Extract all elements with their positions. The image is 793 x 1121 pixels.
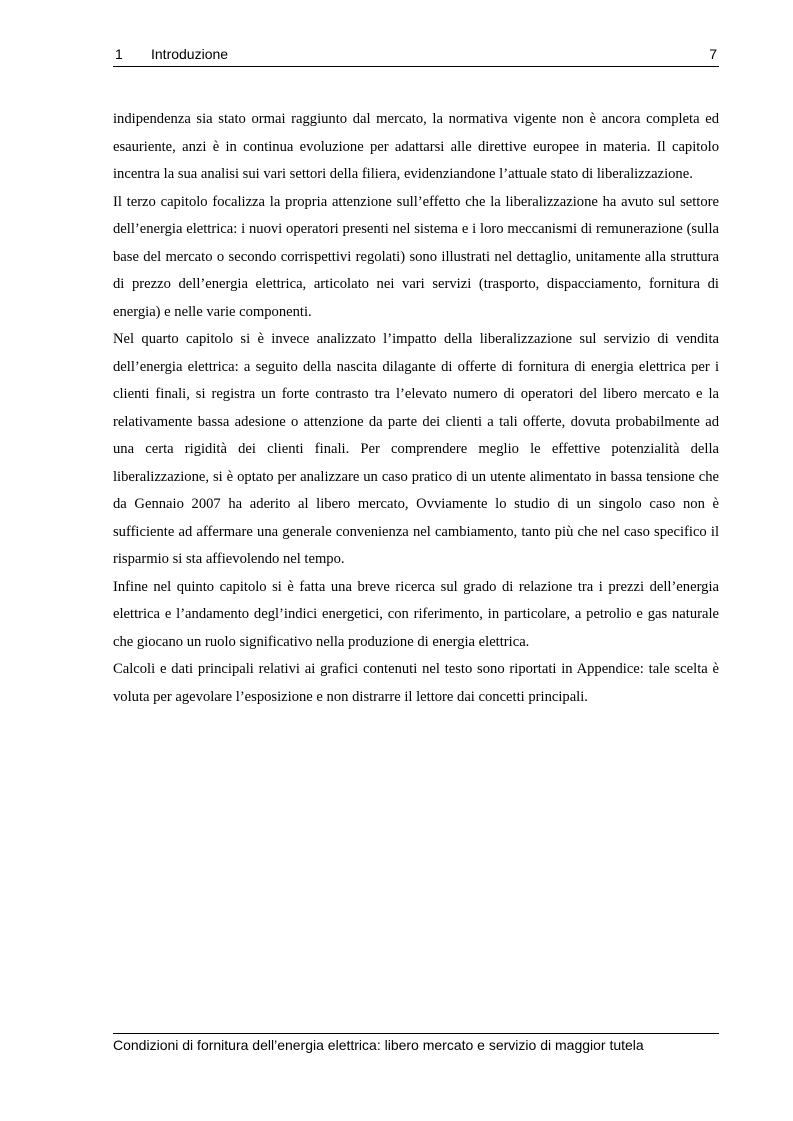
paragraph-5: Calcoli e dati principali relativi ai grafici contenuti nel testo sono riportati in Appendice: tale scelta è voluta per agevolare l’esposizione e non distrarre il lettore dai concetti principali. (113, 661, 719, 705)
running-header (113, 46, 719, 67)
chapter-number: 1 (115, 46, 123, 62)
paragraph-4: Infine nel quinto capitolo si è fatta una breve ricerca sul grado di relazione tra i prezzi dell’energia elettrica e l’andamento degl’indici energetici, con riferimento, in particolare, a petrolio e gas naturale che giocano un ruolo significativo nella produzione di energia elettrica. (113, 578, 719, 650)
paragraph-3: Nel quarto capitolo si è invece analizzato l’impatto della liberalizzazione sul servizio di vendita dell’energia elettrica: a seguito della nascita dilagante di offerte di fornitura di energia elettrica per i clienti finali, si registra un forte contrasto tra l’elevato numero di operatori del libero mercato e la relativamente bassa adesione o attenzione da parte dei clienti a tali offerte, dovuta probabilmente ad una certa rigidità dei clienti finali. Per comprendere meglio le effettive potenzialità della liberalizzazione, si è optato per analizzare un caso pratico di un utente alimentato in bassa tensione che da Gennaio 2007 ha aderito al libero mercato, Ovviamente lo studio di un singolo caso non è sufficiente ad affermare una generale convenienza nel cambiamento, tanto più che nel caso specifico il risparmio si sta affievolendo nel tempo. (113, 331, 719, 567)
paragraph-2: Il terzo capitolo focalizza la propria attenzione sull’effetto che la liberalizzazione ha avuto sul settore dell’energia elettrica: i nuovi operatori presenti nel sistema e i loro meccanismi di remunerazione (sulla base del mercato o secondo corrispettivi regolati) sono illustrati nel dettaglio, unitamente alla struttura di prezzo dell’energia elettrica, articolato nei vari servizi (trasporto, dispacciamento, fornitura di energia) e nelle varie componenti. (113, 193, 719, 320)
page-number: 7 (709, 46, 717, 62)
chapter-title: Introduzione (151, 46, 229, 62)
body-text (113, 106, 719, 711)
paragraph-1: indipendenza sia stato ormai raggiunto dal mercato, la normativa vigente non è ancora completa ed esauriente, anzi è in continua evoluzione per adattarsi alle direttive europee in materia. Il capitolo incentra la sua analisi sui vari settori della filiera, evidenziandone l’attuale stato di liberalizzazione. (113, 111, 719, 182)
running-footer: Condizioni di fornitura dell’energia elettrica: libero mercato e servizio di maggior tutela (113, 1033, 719, 1053)
